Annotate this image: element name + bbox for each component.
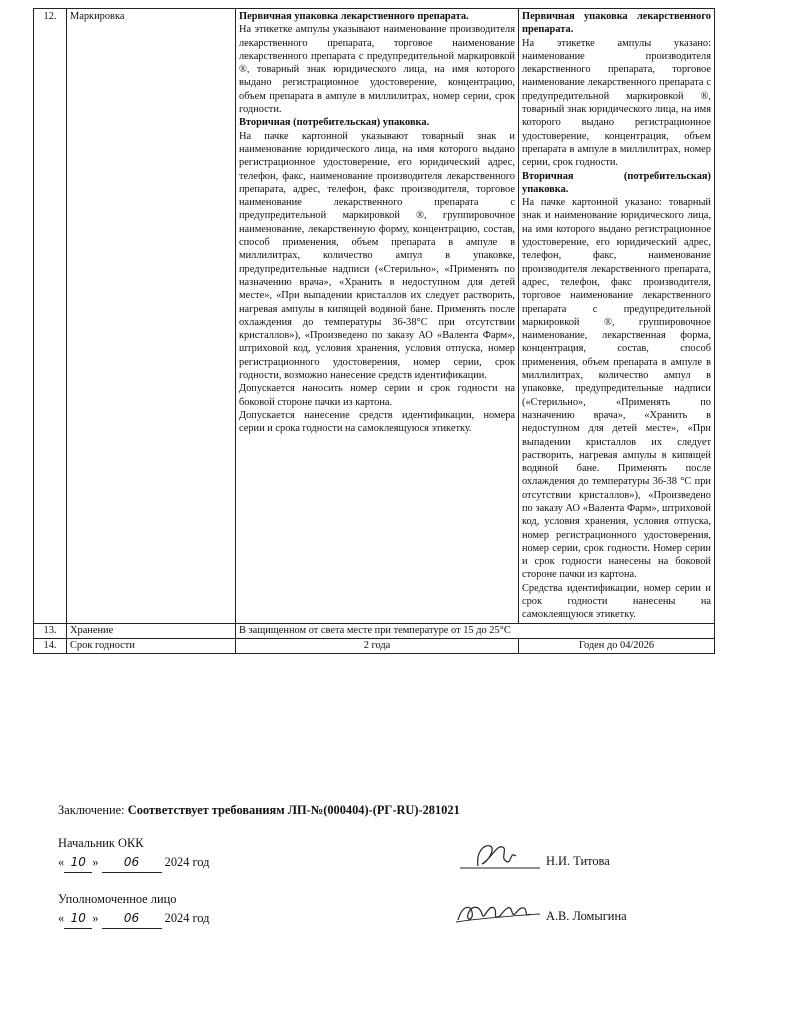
date-quote: « <box>58 855 65 869</box>
note-text: Допускается наносить номер серии и срок годности на боковой стороне пачки из картона. <box>239 383 515 408</box>
signer-name: А.В. Ломыгина <box>546 909 627 923</box>
signature-block-qp <box>58 890 209 929</box>
sign-date <box>58 853 209 873</box>
primary-package-heading: Первичная упаковка лекарственного препарата. <box>522 11 711 36</box>
row-number: 13. <box>34 623 67 638</box>
date-year: 2024 год <box>164 911 210 925</box>
storage-cell: В защищенном от света месте при температуре от 15 до 25°С <box>236 623 715 638</box>
specification-table <box>33 8 715 654</box>
primary-package-text: На этикетке ампулы указывают наименование производителя лекарственного препарата, торговое наименование лекарственного препарата с предупредительной маркировкой ®, товарный знак юридического лица, на имя которого выдано регистрационное удостоверение, концентрацию, объем препарата в ампуле в миллилитрах, номер серии, срок годности. <box>239 24 515 116</box>
signer-title: Начальник ОКК <box>58 836 144 850</box>
secondary-package-text: На пачке картонной указано: товарный знак и наименование юридического лица, на имя которого выдано регистрационное удостоверение, его юридический адрес, телефон, факс, наименование производителя лекарственного препарата, адрес, телефон, факс производителя, торговое наименование лекарственного препарата с предупредительной маркировкой ®, группировочное наименование, лекарственная форма, концентрация, состав, способ применения, объем препарата в ампуле в миллилитрах, количество ампул в упаковке, предупредительные надписи («Стерильно», «Применять по назначению врача», «Хранить в недоступном для детей месте», «При выпадении кристаллов их следует растворить, нагревая ампулы в кипящей водяной бане. Применять после охлаждения до температуры 36-38 °С при отсутствии кристаллов»), «Произведено по заказу АО «Валента Фарм», штриховой код, условия хранения, условия отпуска, номер регистрационного удостоверения, номер серии, срок годности. Номер серии и срок годности нанесены на боковой стороне пачки из картона. <box>522 197 711 581</box>
table-row <box>34 623 715 638</box>
secondary-package-heading: Вторичная (потребительская) упаковка. <box>239 117 430 129</box>
table-row <box>34 638 715 653</box>
date-month: 06 <box>102 909 162 929</box>
signer-title: Уполномоченное лицо <box>58 892 177 906</box>
conclusion-text: Соответствует требованиям ЛП-№(000404)-(РГ-RU)-281021 <box>127 803 460 817</box>
row-parameter: Маркировка <box>67 9 236 624</box>
table-row <box>34 9 715 624</box>
row-parameter: Срок годности <box>67 638 236 653</box>
date-quote: « <box>58 911 65 925</box>
row-number: 12. <box>34 9 67 624</box>
date-month: 06 <box>102 853 162 873</box>
handwritten-signature-icon <box>452 896 544 930</box>
result-cell <box>519 9 715 624</box>
primary-package-text: На этикетке ампулы указано: наименование производителя лекарственного препарата, торговое наименование лекарственного препарата с предупредительной маркировкой ®, товарный знак юридического лица, на имя которого выдано регистрационное удостоверение, концентрация, объем препарата в ампуле в миллилитрах, номер серии, срок годности. <box>522 37 711 169</box>
result-cell: Годен до 04/2026 <box>519 638 715 653</box>
secondary-package-text: На пачке картонной указывают товарный знак и наименование юридического лица, на имя которого выдано регистрационное удостоверение, его юридический адрес, телефон, факс, наименование производителя лекарственного препарата, адрес, телефон, факс производителя, торговое наименование лекарственного препарата с предупредительной маркировкой ®, группировочное наименование, лекарственную форму, концентрацию, состав, способ применения, объем препарата в ампуле в миллилитрах, количество ампул в упаковке, предупредительные надписи («Стерильно», «Применять по назначению врача», «Хранить в недоступном для детей месте», «При выпадении кристаллов их следует растворить, нагревая ампулы в кипящей водяной бане. Применять после охлаждения до температуры 36-38°С при отсутствии кристаллов»), «Произведено по заказу АО «Валента Фарм», штриховой код, условия хранения, условия отпуска, номер регистрационного удостоверения, номер серии, срок годности, возможно нанесение средств идентификации. <box>239 130 515 382</box>
note-text: Допускается нанесение средств идентификации, номера серии и срока годности на самоклеящуюся этикетку. <box>239 409 515 435</box>
secondary-package-heading: Вторичная (потребительская) упаковка. <box>522 170 711 195</box>
row-number: 14. <box>34 638 67 653</box>
requirement-cell: 2 года <box>236 638 519 653</box>
date-day: 10 <box>64 853 92 873</box>
requirement-cell <box>236 9 519 624</box>
conclusion-label: Заключение: <box>58 803 125 817</box>
date-quote: » <box>92 855 99 869</box>
date-year: 2024 год <box>164 855 210 869</box>
signature-block-okk <box>58 834 209 873</box>
handwritten-signature-icon <box>458 838 544 874</box>
sign-date <box>58 909 209 929</box>
signer-name: Н.И. Титова <box>546 854 610 868</box>
note-text: Средства идентификации, номер серии и срок годности нанесены на самоклеящуюся этикетку. <box>522 582 711 621</box>
primary-package-heading: Первичная упаковка лекарственного препарата. <box>239 11 469 22</box>
date-day: 10 <box>64 909 92 929</box>
date-quote: » <box>92 911 99 925</box>
conclusion <box>58 803 460 818</box>
row-parameter: Хранение <box>67 623 236 638</box>
